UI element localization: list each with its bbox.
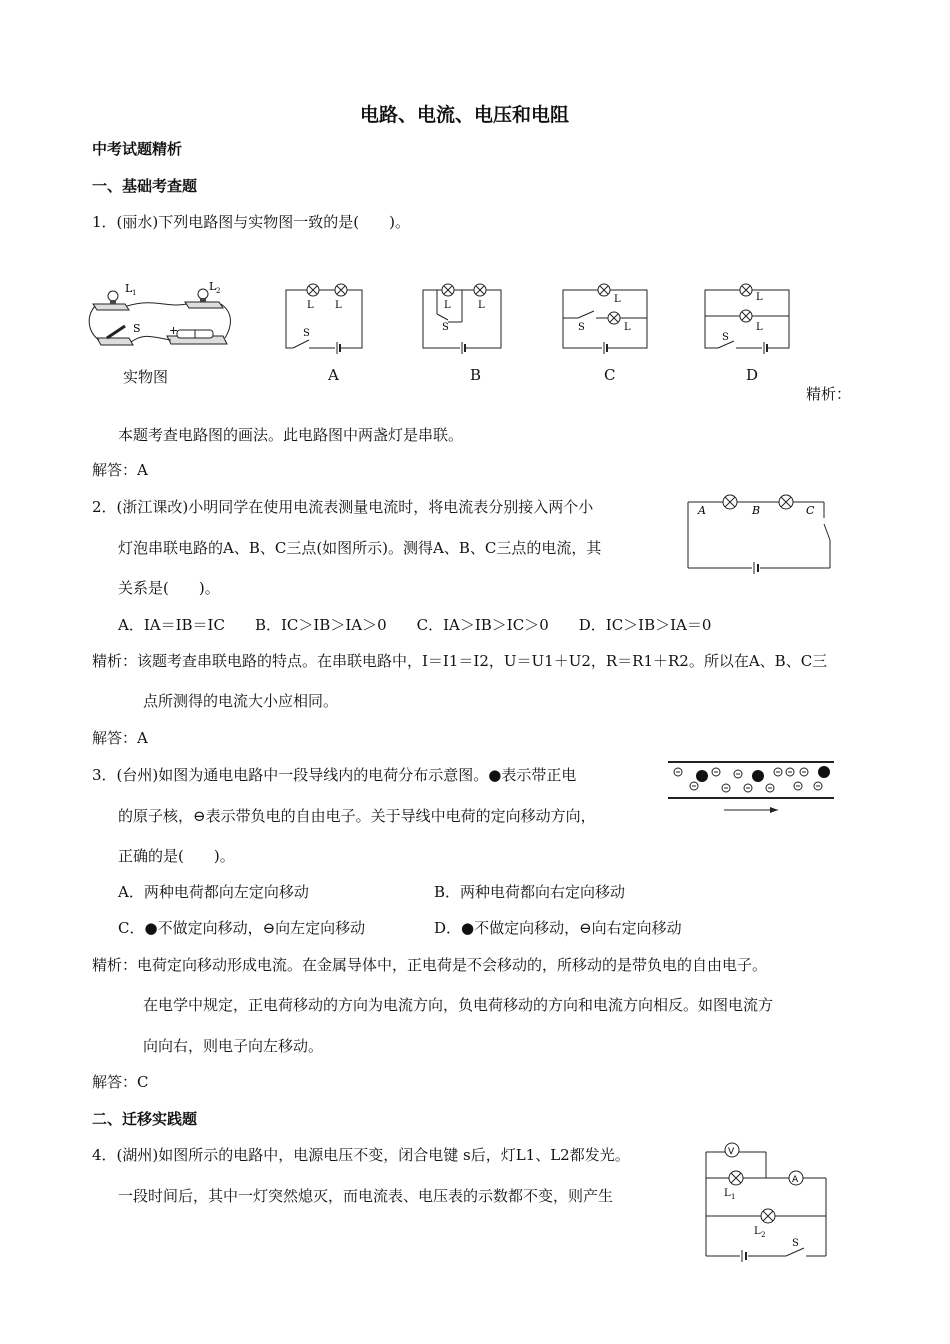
q3-option-a: A．两种电荷都向左定向移动 xyxy=(118,883,309,901)
q3-line2: 的原子核，⊖表示带负电的自由电子。关于导线中电荷的定向移动方向， xyxy=(118,807,596,825)
svg-text:L: L xyxy=(444,300,451,311)
q1-circuit-d xyxy=(704,278,792,353)
q4-switch-label: S xyxy=(792,1238,799,1249)
q2-circuit-figure xyxy=(686,490,836,575)
svg-text:L: L xyxy=(724,1188,731,1199)
q1-circuit-b xyxy=(422,278,504,353)
q4-line1: 4．(湖州)如图所示的电路中，电源电压不变，闭合电键 s后，灯L1、L2都发光。 xyxy=(92,1146,630,1164)
q1-answer: 解答：A xyxy=(92,461,148,479)
q3-analysis-line3: 向向右，则电子向左移动。 xyxy=(143,1037,324,1055)
svg-text:L: L xyxy=(307,300,314,311)
q3-analysis-line1: 精析：电荷定向移动形成电流。在金属导体中，正电荷是不会移动的，所移动的是带负电的自由电子。 xyxy=(92,956,768,974)
q4-circuit-figure xyxy=(704,1138,830,1262)
page-title: 电路、电流、电压和电阻 xyxy=(360,104,570,126)
svg-text:2: 2 xyxy=(216,287,221,295)
point-c-label: C xyxy=(806,504,815,517)
q3-option-d: D．●不做定向移动，⊖向右定向移动 xyxy=(434,919,682,937)
q1-caption-a: A xyxy=(328,366,339,384)
svg-text:L: L xyxy=(756,292,763,303)
q1-analysis: 本题考查电路图的画法。此电路图中两盏灯是串联。 xyxy=(118,426,464,444)
svg-text:L: L xyxy=(614,294,621,305)
q1-caption-b: B xyxy=(470,366,482,384)
svg-text:2: 2 xyxy=(761,1231,766,1239)
ammeter-label: A xyxy=(792,1175,799,1185)
q1-photo-figure xyxy=(85,278,235,358)
q2-analysis-line2: 点所测得的电流大小应相同。 xyxy=(143,692,339,710)
q3-charge-figure xyxy=(668,760,834,818)
q1-caption-c: C xyxy=(604,366,616,384)
q2-answer: 解答：A xyxy=(92,729,148,747)
svg-text:S: S xyxy=(578,322,585,333)
q3-answer: 解答：C xyxy=(92,1073,149,1091)
q3-line3: 正确的是( )。 xyxy=(118,847,235,865)
q1-circuit-a xyxy=(285,278,365,353)
q1-caption-photo: 实物图 xyxy=(123,368,169,386)
svg-text:S: S xyxy=(303,328,310,339)
photo-label-s: S xyxy=(133,322,141,335)
voltmeter-label: V xyxy=(728,1147,735,1157)
svg-text:S: S xyxy=(442,322,449,333)
q4-line2: 一段时间后，其中一灯突然熄灭，而电流表、电压表的示数都不变，则产生 xyxy=(118,1187,614,1205)
q3-option-b: B．两种电荷都向右定向移动 xyxy=(434,883,626,901)
q2-analysis-line1: 精析：该题考查串联电路的特点。在串联电路中，I＝I1＝I2，U＝U1＋U2，R＝R1＋R2。所以在A、B、C三 xyxy=(92,652,828,670)
q1-circuit-c xyxy=(562,278,650,353)
photo-label-plus: + xyxy=(169,324,179,337)
q2-line1: 2．(浙江课改)小明同学在使用电流表测量电流时，将电流表分别接入两个小 xyxy=(92,498,594,516)
photo-label-l1: L xyxy=(125,282,133,295)
q3-analysis-line2: 在电学中规定，正电荷移动的方向为电流方向，负电荷移动的方向和电流方向相反。如图电流方 xyxy=(143,996,774,1014)
point-a-label: A xyxy=(698,504,706,517)
point-b-label: B xyxy=(752,504,761,517)
section1-heading: 一、基础考查题 xyxy=(92,177,198,195)
section2-heading: 二、迁移实践题 xyxy=(92,1110,198,1128)
section-main-heading: 中考试题精析 xyxy=(92,140,183,158)
svg-text:1: 1 xyxy=(731,1193,736,1201)
q1-analysis-label: 精析： xyxy=(806,385,852,403)
q1-stem: 1．(丽水)下列电路图与实物图一致的是( )。 xyxy=(92,213,410,231)
q2-options: A．IA＝IB＝IC B．IC＞IB＞IA＞0 C．IA＞IB＞IC＞0 D．IC＞IB＞IA＝0 xyxy=(118,616,712,634)
photo-label-l2: L xyxy=(209,280,217,293)
svg-text:L: L xyxy=(624,322,631,333)
svg-text:S: S xyxy=(722,332,729,343)
svg-text:L: L xyxy=(756,322,763,333)
svg-text:L: L xyxy=(478,300,485,311)
q2-line2: 灯泡串联电路的A、B、C三点(如图所示)。测得A、B、C三点的电流，其 xyxy=(118,539,602,557)
svg-text:L: L xyxy=(335,300,342,311)
svg-text:L: L xyxy=(754,1226,761,1237)
q2-line3: 关系是( )。 xyxy=(118,579,220,597)
q1-caption-d: D xyxy=(746,366,759,384)
q3-line1: 3．(台州)如图为通电电路中一段导线内的电荷分布示意图。●表示带正电 xyxy=(92,766,577,784)
svg-text:1: 1 xyxy=(132,289,137,297)
q3-option-c: C．●不做定向移动，⊖向左定向移动 xyxy=(118,919,366,937)
